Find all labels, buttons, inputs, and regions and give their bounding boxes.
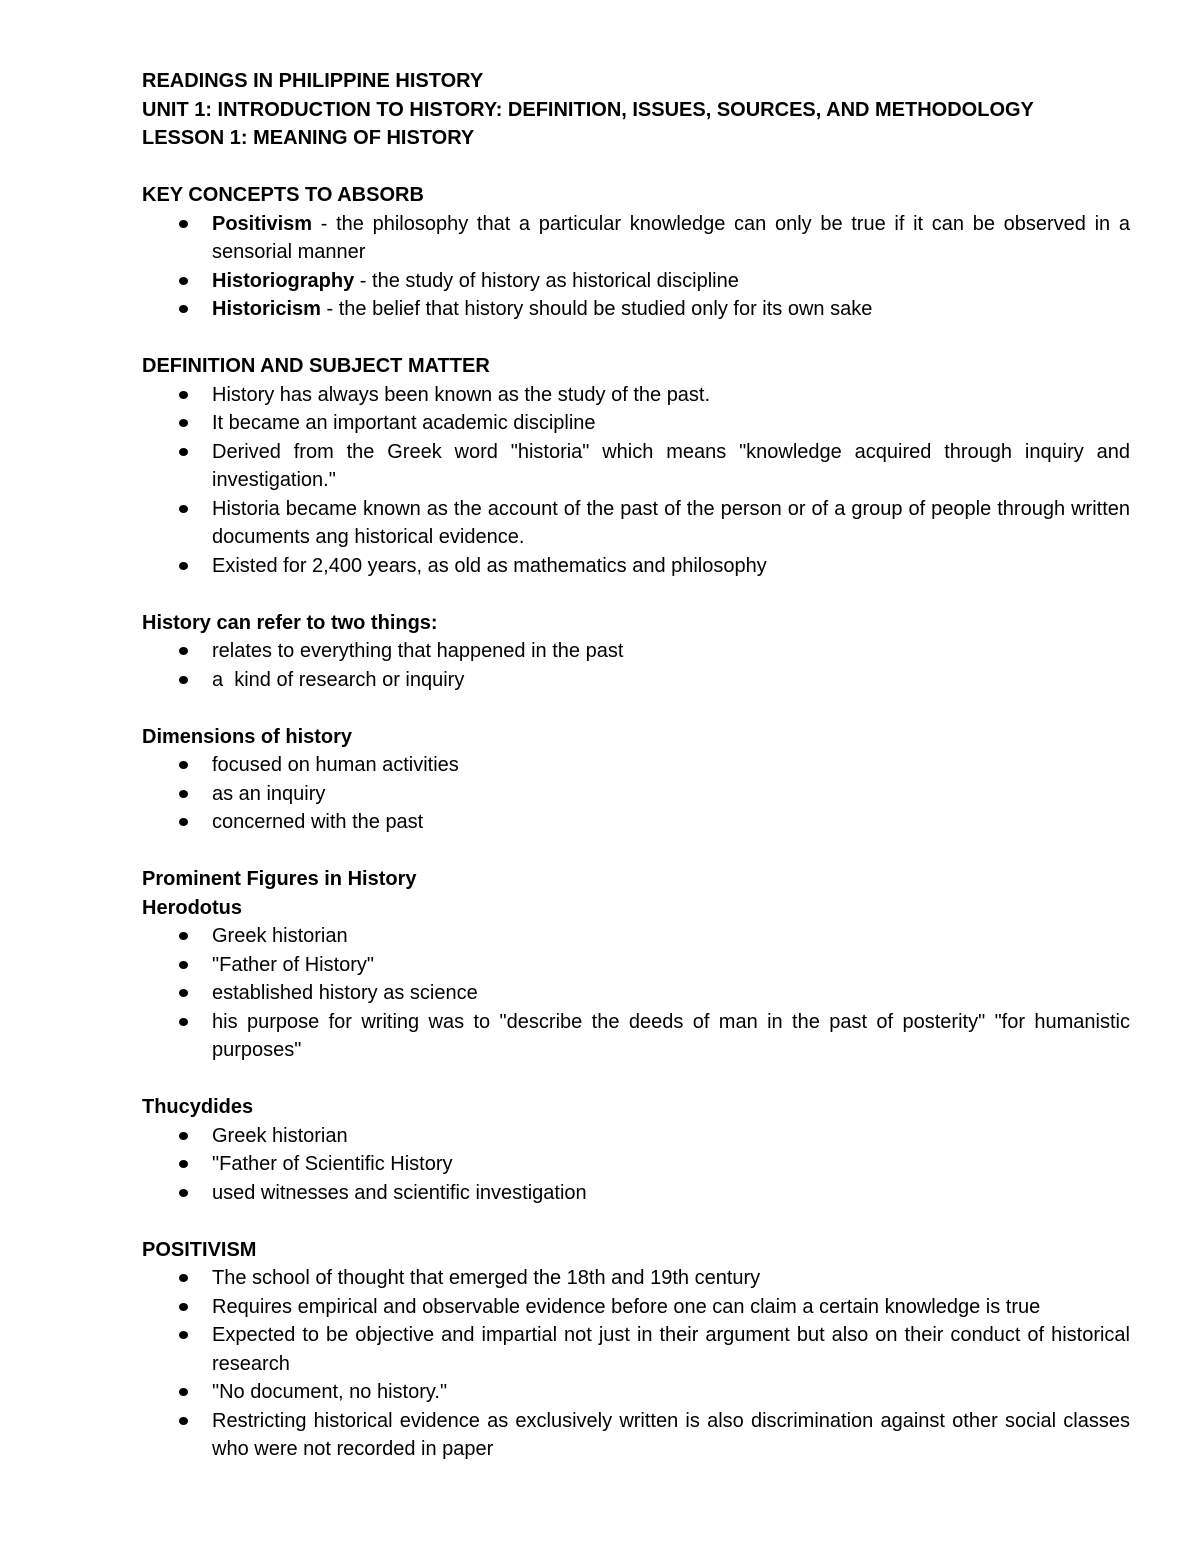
list-item	[142, 951, 1130, 980]
bullet-icon	[179, 1388, 188, 1396]
concept-definition: - the belief that history should be studied only for its own sake	[320, 298, 873, 320]
list-item-text: relates to everything that happened in the past	[212, 640, 624, 662]
list-item-text: a kind of research or inquiry	[212, 668, 465, 691]
list-item	[142, 1264, 1130, 1293]
positivism-heading: POSITIVISM	[142, 1238, 257, 1261]
bullet-icon	[179, 562, 188, 570]
dimensions-heading: Dimensions of history	[142, 725, 353, 748]
spacer	[142, 1207, 1130, 1236]
bullet-icon	[179, 1274, 188, 1282]
bullet-icon	[179, 1160, 188, 1168]
list-item-text: Expected to be objective and impartial not just in their argument but also on their conduct of historical research	[212, 1324, 1130, 1375]
key-concepts-heading: KEY CONCEPTS TO ABSORB	[142, 184, 424, 206]
list-item-text: Greek historian	[212, 1124, 348, 1147]
list-item-text: History has always been known as the study of the past.	[212, 383, 711, 406]
list-item-text: Requires empirical and observable evidence before one can claim a certain knowledge is true	[212, 1295, 1041, 1318]
bullet-icon	[179, 989, 188, 997]
concept-term: Positivism	[212, 212, 313, 235]
list-item	[142, 1150, 1130, 1179]
lesson-title: LESSON 1: MEANING OF HISTORY	[142, 127, 475, 149]
spacer	[142, 837, 1130, 866]
list-item	[142, 637, 1130, 666]
bullet-icon	[179, 790, 188, 798]
herodotus-heading: Herodotus	[142, 896, 242, 919]
bullet-icon	[179, 1132, 188, 1140]
list-item-text: as an inquiry	[212, 782, 326, 805]
bullet-icon	[179, 961, 188, 969]
bullet-icon	[179, 1303, 188, 1311]
concept-definition: - the study of history as historical discipline	[354, 269, 739, 292]
bullet-icon	[179, 305, 188, 313]
list-item-text: "Father of History"	[212, 953, 375, 976]
list-item-text: "Father of Scientific History	[212, 1153, 453, 1175]
list-item	[142, 666, 1130, 695]
unit-title: UNIT 1: INTRODUCTION TO HISTORY: DEFINITION, ISSUES, SOURCES, AND METHODOLOGY	[142, 98, 1034, 121]
list-item	[142, 552, 1130, 581]
bullet-icon	[179, 676, 188, 684]
list-item	[142, 495, 1130, 552]
thucydides-heading: Thucydides	[142, 1096, 254, 1118]
key-concepts-list	[142, 210, 1130, 324]
list-item	[142, 1122, 1130, 1151]
document-page	[142, 67, 1130, 1464]
bullet-icon	[179, 932, 188, 940]
spacer	[142, 580, 1130, 609]
dimensions-list	[142, 751, 1130, 837]
definition-heading: DEFINITION AND SUBJECT MATTER	[142, 355, 490, 377]
spacer	[142, 153, 1130, 182]
list-item	[142, 1293, 1130, 1322]
list-item-text: Existed for 2,400 years, as old as mathematics and philosophy	[212, 554, 767, 577]
list-item-text: focused on human activities	[212, 754, 459, 776]
bullet-icon	[179, 1189, 188, 1197]
list-item-text: Greek historian	[212, 925, 348, 947]
list-item	[142, 1407, 1130, 1464]
list-item	[142, 1179, 1130, 1208]
bullet-icon	[179, 419, 188, 427]
list-item-text: concerned with the past	[212, 811, 424, 833]
bullet-icon	[179, 1018, 188, 1026]
figures-heading: Prominent Figures in History	[142, 868, 417, 890]
thucydides-list	[142, 1122, 1130, 1208]
bullet-icon	[179, 647, 188, 655]
bullet-icon	[179, 761, 188, 769]
bullet-icon	[179, 391, 188, 399]
list-item-text: his purpose for writing was to "describe the deeds of man in the past of posterity" "for humanistic purposes"	[212, 1010, 1130, 1061]
list-item-text: used witnesses and scientific investigation	[212, 1181, 587, 1204]
list-item	[142, 780, 1130, 809]
list-item-text: Historia became known as the account of the past of the person or of a group of people through written documents ang historical evidence.	[212, 497, 1130, 548]
definition-list	[142, 381, 1130, 581]
bullet-icon	[179, 448, 188, 456]
list-item-text: established history as science	[212, 982, 478, 1004]
spacer	[142, 694, 1130, 723]
bullet-icon	[179, 818, 188, 826]
list-item	[142, 979, 1130, 1008]
course-title: READINGS IN PHILIPPINE HISTORY	[142, 70, 484, 92]
list-item	[142, 1378, 1130, 1407]
two-things-list	[142, 637, 1130, 694]
list-item	[142, 295, 1130, 324]
list-item	[142, 267, 1130, 296]
list-item	[142, 1321, 1130, 1378]
spacer	[142, 1065, 1130, 1094]
list-item	[142, 381, 1130, 410]
list-item	[142, 438, 1130, 495]
spacer	[142, 324, 1130, 353]
concept-term: Historiography	[212, 269, 355, 292]
list-item	[142, 808, 1130, 837]
herodotus-list	[142, 922, 1130, 1065]
bullet-icon	[179, 220, 188, 228]
list-item-text: It became an important academic discipline	[212, 412, 596, 434]
concept-definition: - the philosophy that a particular knowledge can only be true if it can be observed in a sensorial manner	[212, 212, 1130, 263]
list-item	[142, 1008, 1130, 1065]
bullet-icon	[179, 505, 188, 513]
list-item-text: Restricting historical evidence as exclusively written is also discrimination against other social classes who were not recorded in paper	[212, 1409, 1130, 1460]
list-item-text: Derived from the Greek word "historia" which means "knowledge acquired through inquiry and investigation."	[212, 440, 1130, 491]
two-things-heading: History can refer to two things:	[142, 611, 438, 634]
list-item-text: "No document, no history."	[212, 1381, 448, 1403]
list-item-text: The school of thought that emerged the 18th and 19th century	[212, 1267, 761, 1289]
positivism-list	[142, 1264, 1130, 1464]
bullet-icon	[179, 1331, 188, 1339]
list-item	[142, 751, 1130, 780]
list-item	[142, 210, 1130, 267]
list-item	[142, 409, 1130, 438]
list-item	[142, 922, 1130, 951]
concept-term: Historicism	[212, 298, 321, 320]
bullet-icon	[179, 1417, 188, 1425]
bullet-icon	[179, 277, 188, 285]
